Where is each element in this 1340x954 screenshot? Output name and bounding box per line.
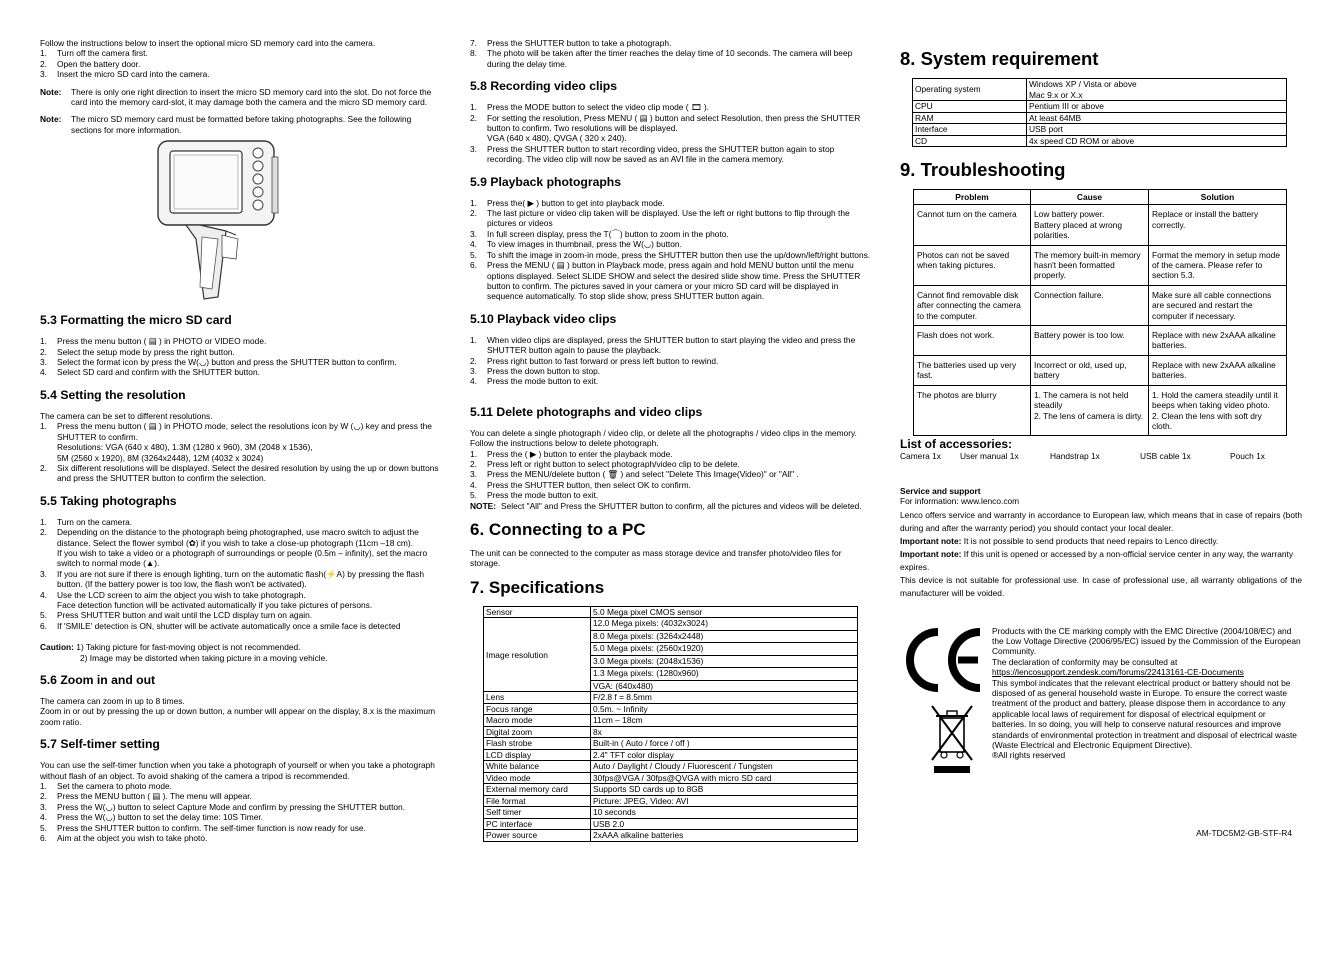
list-item: 3. Press the W(◡) button to select Capture Mode and confirm by pressing the SHUTTER button. xyxy=(40,802,442,812)
list-item: 2. The last picture or video clip taken will be displayed. Use the left or right buttons to flip through the pictures or videos xyxy=(470,208,872,229)
list-item: 5. Press SHUTTER button and wait until the LCD display turn on again. xyxy=(40,610,442,620)
note-1: Note: There is only one right direction to insert the micro SD memory card into the slot. Do not force the card into the memory card-slot, it may damage both the camera and the micro SD memory card. xyxy=(40,86,432,108)
list-item-text: Press the MENU/delete button ( 🗑 ) and select "Delete This Image(Video)" or "All" . xyxy=(487,469,799,480)
service-paragraph-1: Lenco offers service and warranty in accordance to European law, which means that in case of repairs (both during and after the warranty period) you should contact your local dealer. xyxy=(900,509,1302,533)
spec-label: Macro mode xyxy=(484,715,591,727)
section-5-5-steps xyxy=(40,517,442,631)
table-cell: 1. The camera is not held steadily 2. The lens of camera is dirty. xyxy=(1031,385,1149,436)
list-item-text: Press the mode button to exit. xyxy=(487,490,599,501)
list-item-text: The photo will be taken after the timer reaches the delay time of 10 seconds. The camera will beep during the delay time. xyxy=(487,48,853,69)
sys-label: CD xyxy=(913,135,1027,147)
list-item-text: Press the MENU button ( ▤ ). The menu will appear. xyxy=(57,791,252,802)
spec-value: VGA: (640x480) xyxy=(591,680,858,692)
section-5-7-intro: You can use the self-timer function when you take a photograph of yourself or when you take a photograph without flash of an object. To avoid shaking of the camera a tripod is recommended. xyxy=(40,760,435,781)
table-row xyxy=(484,795,858,807)
list-item-text: The last picture or video clip taken will be displayed. Use the left or right buttons to flip through the pictures or videos xyxy=(487,208,850,229)
camera-illustration xyxy=(156,139,316,303)
table-cell: Battery power is too low. xyxy=(1031,326,1149,356)
section-5-9-steps xyxy=(470,198,872,302)
list-item-text: Use the LCD screen to aim the object you wish to take photograph. Face detection function will be activated automatically if you take pictures of persons. xyxy=(57,589,373,610)
service-paragraph-2: This device is not suitable for professional use. In case of professional use, all warranty obligations of the manufacturer will be voided. xyxy=(900,574,1302,598)
sys-label: CPU xyxy=(913,101,1027,113)
list-item-text: Insert the micro SD card into the camera. xyxy=(57,69,210,80)
table-cell: The batteries used up very fast. xyxy=(914,355,1031,385)
table-row xyxy=(914,326,1287,356)
section-5-11-title: 5.11 Delete photographs and video clips xyxy=(470,404,703,419)
table-cell: Incorrect or old, used up, battery xyxy=(1031,355,1149,385)
ce-text-1: Products with the CE marking comply with the EMC Directive (2004/108/EC) and the Low Voltage Directive (2006/95/EC) issued by the Commission of the European Community. xyxy=(992,625,1301,657)
list-item: 1. Turn off the camera first. xyxy=(40,48,442,58)
section-5-7-steps-continued xyxy=(470,38,872,69)
troubleshooting-table xyxy=(913,189,1287,436)
list-item: 3. Select the format icon by press the W(◡) button and press the SHUTTER button to confirm. xyxy=(40,357,442,367)
section-5-11-steps xyxy=(470,449,872,501)
spec-value: 0.5m. ~ Infinity xyxy=(591,703,858,715)
list-item: 3. If you are not sure if there is enough lighting, turn on the automatic flash(⚡A) by pressing the flash button. (If the battery power is too low, the flash won't be activated). xyxy=(40,569,442,590)
table-row xyxy=(484,738,858,750)
intro-text: Follow the instructions below to insert the optional micro SD memory card into the camera. xyxy=(40,38,376,48)
spec-value: 5.0 Mega pixels: (2560x1920) xyxy=(591,643,858,656)
list-item: 1. Press the menu button ( ▤ ) in PHOTO mode, select the resolutions icon by W (◡) key and press the SHUTTER to confirm. Resolutions: VGA (640 x 480), 1.3M (1280 x 960), 3M (2048 x 1536), 5M (2560 x 1920), 8M (3264x2448), 12M (4032 x 3024) xyxy=(40,421,442,463)
section-5-10-title: 5.10 Playback video clips xyxy=(470,311,617,326)
section-5-10-steps xyxy=(470,335,872,387)
spec-label: Flash strobe xyxy=(484,738,591,750)
table-cell: Make sure all cable connections are secured and restart the computer if necessary. xyxy=(1149,285,1287,325)
camera-image xyxy=(156,139,316,303)
accessory-item: User manual 1x xyxy=(960,451,1019,462)
spec-value: 8x xyxy=(591,726,858,738)
table-row xyxy=(484,703,858,715)
column-1 xyxy=(40,38,442,843)
spec-label: File format xyxy=(484,795,591,807)
list-item-text: Press the menu button ( ▤ ) in PHOTO mode, select the resolutions icon by W (◡) key and press the SHUTTER to confirm. Resolutions: VGA (640 x 480), 1.3M (1280 x 960), 3M (2048 x 1536), 5M (2560 x 1920), 8M (3264x2448), 12M (4032 x 3024) xyxy=(57,421,432,463)
spec-value: 2xAAA alkaline batteries xyxy=(591,830,858,842)
list-item-text: Press the SHUTTER button to confirm. The self-timer function is now ready for use. xyxy=(57,822,366,833)
important-note-1: Important note: It is not possible to send products that need repairs to Lenco directly. xyxy=(900,535,1219,546)
section-5-11-intro-2: Follow the instructions below to delete photograph. xyxy=(470,438,659,449)
ce-block xyxy=(900,626,1302,788)
section-5-4-title: 5.4 Setting the resolution xyxy=(40,387,186,402)
list-item: 1. Press the menu button ( ▤ ) in PHOTO or VIDEO mode. xyxy=(40,336,442,346)
spec-label: LCD display xyxy=(484,749,591,761)
spec-value: 8.0 Mega pixels: (3264x2448) xyxy=(591,630,858,643)
spec-value: 30fps@VGA / 30fps@QVGA with micro SD card xyxy=(591,772,858,784)
list-item: 7. Press the SHUTTER button to take a photograph. xyxy=(470,38,872,48)
list-item: 3. Press the MENU/delete button ( 🗑 ) and select "Delete This Image(Video)" or "All" . xyxy=(470,469,872,479)
section-5-11-intro: You can delete a single photograph / video clip, or delete all the photographs / video clips in the memory. xyxy=(470,427,857,438)
ce-text-2: The declaration of conformity may be consulted at xyxy=(992,656,1178,667)
list-item: 6. Press the MENU ( ▤ ) button in Playback mode, press again and hold MENU button until the menu options displayed. Select SLIDE SHOW and select the desired slide show time. Press the SHUTTER button to confirm. The pictures saved in your camera or your micro SD card will be displayed in sequence automatically. To stop slide show, press SHUTTER button again. xyxy=(470,260,872,302)
list-item-text: Press the MODE button to select the video clip mode ( 🎞 ). xyxy=(487,102,709,113)
spec-label: External memory card xyxy=(484,784,591,796)
list-item: 4. Use the LCD screen to aim the object you wish to take photograph. Face detection function will be activated automatically if you take pictures of persons. xyxy=(40,590,442,611)
list-item: 2. Select the setup mode by press the right button. xyxy=(40,347,442,357)
service-info: For information: www.lenco.com xyxy=(900,496,1020,507)
spec-value: 12.0 Mega pixels: (4032x3024) xyxy=(591,618,858,631)
section-5-6-title: 5.6 Zoom in and out xyxy=(40,673,156,687)
list-item-text: Press the( ▶ ) button to get into playback mode. xyxy=(487,197,665,208)
note-2: Note: The micro SD memory card must be formatted before taking photographs. See the following sections for more information. xyxy=(40,114,412,135)
specifications-table xyxy=(483,606,858,842)
list-item: 5. Press the SHUTTER button to confirm. The self-timer function is now ready for use. xyxy=(40,823,442,833)
spec-label: Video mode xyxy=(484,772,591,784)
list-item-text: When video clips are displayed, press the SHUTTER button to start playing the video and press the SHUTTER button again to pause the playback. xyxy=(487,334,856,356)
table-row xyxy=(484,830,858,842)
list-item-text: Press the SHUTTER button, then select OK to confirm. xyxy=(487,479,691,490)
table-row xyxy=(914,385,1287,436)
list-item: 4. Press the W(◡) button to set the delay time: 10S Timer. xyxy=(40,812,442,822)
list-item: 1. Turn on the camera. xyxy=(40,517,442,527)
list-item-text: Set the camera to photo mode. xyxy=(57,781,172,792)
section-6-text: The unit can be connected to the computer as mass storage device and transfer photo/video files for storage. xyxy=(470,548,842,569)
table-row xyxy=(913,79,1287,101)
section-5-5-title: 5.5 Taking photographs xyxy=(40,493,177,508)
list-item-text: Press SHUTTER button and wait until the LCD display turn on again. xyxy=(57,610,313,621)
table-row xyxy=(484,618,858,631)
table-cell: Replace or install the battery correctly. xyxy=(1149,205,1287,245)
section-5-4-intro: The camera can be set to different resolutions. xyxy=(40,410,213,421)
list-item-text: Press right button to fast forward or press left button to rewind. xyxy=(487,355,719,366)
sys-label: RAM xyxy=(913,112,1027,124)
list-item: 2. Depending on the distance to the photograph being photographed, use macro switch to adjust the distance. Select the flower symbol (✿) if you wish to take a close-up photograph (11cm –18 cm). If you wish to take a video or a photograph of surroundings or people (0.5m – infinity), set the macro switch to normal mode (▲). xyxy=(40,527,442,569)
spec-value: 3.0 Mega pixels: (2048x1536) xyxy=(591,655,858,668)
table-cell: Photos can not be saved when taking pictures. xyxy=(914,245,1031,285)
list-item: 8. The photo will be taken after the timer reaches the delay time of 10 seconds. The camera will beep during the delay time. xyxy=(470,48,872,69)
table-row xyxy=(484,761,858,773)
spec-label: Image resolution xyxy=(484,618,591,692)
list-item: 6. If 'SMILE' detection is ON, shutter will be activate automatically once a smile face is detected xyxy=(40,621,442,631)
list-item-text: Depending on the distance to the photograph being photographed, use macro switch to adjust the distance. Select the flower symbol (✿) if you wish to take a close-up photograph (11cm –18 cm). If you wish to take a video or a photograph of surroundings or people (0.5m – infinity), set the macro switch to normal mode (▲). xyxy=(57,527,428,569)
table-row xyxy=(484,749,858,761)
list-item-text: Press left or right button to select photograph/video clip to be delete. xyxy=(487,458,740,469)
section-5-7-title: 5.7 Self-timer setting xyxy=(40,737,160,752)
list-item: 4. Press the mode button to exit. xyxy=(470,376,872,386)
spec-label: Sensor xyxy=(484,606,591,618)
list-item-text: Aim at the object you wish to take photo. xyxy=(57,833,208,844)
list-item-text: To view images in thumbnail, press the W(◡) button. xyxy=(487,239,682,250)
table-row xyxy=(484,715,858,727)
spec-value: Supports SD cards up to 8GB xyxy=(591,784,858,796)
spec-value: 2.4" TFT color display xyxy=(591,749,858,761)
section-5-4-steps xyxy=(40,421,442,483)
system-requirement-table xyxy=(912,78,1287,147)
table-cell: Format the memory in setup mode of the camera. Please refer to section 5.3. xyxy=(1149,245,1287,285)
table-row xyxy=(913,124,1287,136)
spec-label: Lens xyxy=(484,692,591,704)
all-rights-reserved: ®All rights reserved xyxy=(992,750,1066,761)
section-5-8-title: 5.8 Recording video clips xyxy=(470,79,617,94)
table-cell: Replace with new 2xAAA alkaline batteries. xyxy=(1149,355,1287,385)
table-cell: Flash does not work. xyxy=(914,326,1031,356)
list-item-text: Six different resolutions will be displayed. Select the desired resolution by using the up or down buttons and press the SHUTTER button to confirm the selection. xyxy=(57,462,439,484)
list-item: 3. Press the down button to stop. xyxy=(470,366,872,376)
list-item-text: Press the down button to stop. xyxy=(487,365,601,376)
table-row xyxy=(484,692,858,704)
column-header: Cause xyxy=(1031,190,1149,205)
table-cell: Cannot turn on the camera xyxy=(914,205,1031,245)
spec-value: Built-in ( Auto / force / off ) xyxy=(591,738,858,750)
list-item: 1. Press the( ▶ ) button to get into playback mode. xyxy=(470,198,872,208)
list-item-text: Open the battery door. xyxy=(57,58,141,69)
spec-value: Auto / Daylight / Cloudy / Fluorescent / Tungsten xyxy=(591,761,858,773)
spec-label: Digital zoom xyxy=(484,726,591,738)
list-item-text: Select the setup mode by press the right button. xyxy=(57,346,235,357)
section-5-11-note: NOTE: Select "All" and Press the SHUTTER button to confirm, all the pictures and videos will be deleted. xyxy=(470,500,862,511)
spec-label: Self timer xyxy=(484,807,591,819)
document-code: AM-TDC5M2-GB-STF-R4 xyxy=(1196,827,1292,838)
weee-text: This symbol indicates that the relevant electrical product or battery should not be disposed of as general household waste in Europe. To ensure the correct waste treatment of the product and battery, please dispose them in accordance to any applicable local laws of requirement for disposal of electrical equipment or batteries. In so doing, you will help to conserve natural resources and improve standards of environmental protection in treatment and disposal of electrical waste (Waste Electrical and Electronic Equipment Directive). xyxy=(992,677,1297,750)
table-cell: Cannot find removable disk after connecting the camera to the computer. xyxy=(914,285,1031,325)
list-item-text: Press the SHUTTER button to take a photograph. xyxy=(487,38,672,48)
table-row xyxy=(914,205,1287,245)
list-item: 1. Press the ( ▶ ) button to enter the playback mode. xyxy=(470,449,872,459)
list-item-text: Turn off the camera first. xyxy=(57,48,148,59)
list-item-text: Press the menu button ( ▤ ) in PHOTO or VIDEO mode. xyxy=(57,336,267,347)
list-item: 4. To view images in thumbnail, press the W(◡) button. xyxy=(470,239,872,249)
important-note-2: Important note: If this unit is opened or accessed by a non-official service center in any way, the warranty expires. xyxy=(900,548,1294,572)
spec-label: Power source xyxy=(484,830,591,842)
table-row xyxy=(484,818,858,830)
spec-value: USB 2.0 xyxy=(591,818,858,830)
sys-label: Interface xyxy=(913,124,1027,136)
section-5-6-p1: The camera can zoom in up to 8 times. xyxy=(40,696,185,706)
list-item: 5. Press the mode button to exit. xyxy=(470,490,872,500)
list-item: 1. When video clips are displayed, press the SHUTTER button to start playing the video and press the SHUTTER button again to pause the playback. xyxy=(470,335,872,356)
section-7-title: 7. Specifications xyxy=(470,577,605,597)
list-item: 4. Select SD card and confirm with the SHUTTER button. xyxy=(40,367,442,377)
table-cell: Connection failure. xyxy=(1031,285,1149,325)
list-item-text: If 'SMILE' detection is ON, shutter will be activate automatically once a smile face is detected xyxy=(57,620,401,631)
list-item-text: In full screen display, press the T(⌒) button to zoom in the photo. xyxy=(487,228,729,239)
section-5-7-steps xyxy=(40,781,442,843)
column-2 xyxy=(470,38,872,842)
sys-value: 4x speed CD ROM or above xyxy=(1027,135,1287,147)
column-header: Solution xyxy=(1149,190,1287,205)
sys-label: Operating system xyxy=(913,79,1027,101)
table-cell: 1. Hold the camera steadily until it beeps when taking video photo. 2. Clean the lens with soft dry cloth. xyxy=(1149,385,1287,436)
column-header: Problem xyxy=(914,190,1031,205)
table-row xyxy=(484,807,858,819)
table-cell: The memory built-in memory hasn't been formatted properly. xyxy=(1031,245,1149,285)
table-row xyxy=(913,135,1287,147)
list-item: 2. Open the battery door. xyxy=(40,59,442,69)
spec-value: Picture: JPEG, Video: AVI xyxy=(591,795,858,807)
list-item-text: If you are not sure if there is enough lighting, turn on the automatic flash(⚡A) by pressing the flash button. (If the battery power is too low, the flash won't be activated). xyxy=(57,568,425,590)
list-item-text: Press the MENU ( ▤ ) button in Playback mode, press again and hold MENU button until the menu options displayed. Select SLIDE SHOW and select the desired slide show time. Press the SHUTTER button to confirm. The pictures saved in your camera or your micro SD card will be displayed in sequence automatically. To stop slide show, press SHUTTER button again. xyxy=(487,260,861,302)
table-row xyxy=(914,285,1287,325)
section-8-title: 8. System requirement xyxy=(900,48,1099,69)
accessory-item: USB cable 1x xyxy=(1140,451,1191,462)
sys-value: Pentium III or above xyxy=(1027,101,1287,113)
list-item-text: Press the mode button to exit. xyxy=(487,376,599,387)
column-3 xyxy=(900,38,1302,838)
ce-text xyxy=(992,626,1302,788)
list-item: 2. For setting the resolution, Press MENU ( ▤ ) button and select Resolution, then press the SHUTTER button to confirm. Two resolutions will be displayed. VGA (640 x 480), QVGA ( 320 x 240). xyxy=(470,113,872,144)
section-5-6-p2: Zoom in or out by pressing the up or down button, a number will appear on the display, 8.x is the maximum zoom ratio. xyxy=(40,706,436,727)
list-item-text: Press the ( ▶ ) button to enter the playback mode. xyxy=(487,448,673,459)
accessory-item: Pouch 1x xyxy=(1230,451,1265,462)
table-row xyxy=(913,112,1287,124)
list-item: 1. Press the MODE button to select the video clip mode ( 🎞 ). xyxy=(470,102,872,112)
sys-value: At least 64MB xyxy=(1027,112,1287,124)
spec-label: PC interface xyxy=(484,818,591,830)
table-cell: Low battery power. Battery placed at wrong polarities. xyxy=(1031,205,1149,245)
weee-bin-icon xyxy=(932,706,972,773)
ce-mark-icon xyxy=(900,626,992,786)
table-row xyxy=(914,245,1287,285)
list-item-text: Select the format icon by press the W(◡) button and press the SHUTTER button to confirm. xyxy=(57,357,397,368)
section-5-9-title: 5.9 Playback photographs xyxy=(470,174,622,189)
spec-value: 10 seconds xyxy=(591,807,858,819)
list-item-text: Press the SHUTTER button to start recording video, press the SHUTTER button again to stop recording. The video clip will now be saved as an AVI file in the camera memory. xyxy=(487,143,835,165)
table-row xyxy=(484,784,858,796)
symbols xyxy=(900,626,992,788)
list-item: 2. Press left or right button to select photograph/video clip to be delete. xyxy=(470,459,872,469)
spec-label: Focus range xyxy=(484,703,591,715)
section-5-8-steps xyxy=(470,102,872,164)
spec-label: White balance xyxy=(484,761,591,773)
section-5-3-steps xyxy=(40,336,442,378)
table-row xyxy=(913,101,1287,113)
list-item: 2. Press right button to fast forward or press left button to rewind. xyxy=(470,356,872,366)
intro-steps xyxy=(40,48,442,79)
accessory-item: Handstrap 1x xyxy=(1050,451,1100,462)
accessories-title: List of accessories: xyxy=(900,437,1013,452)
list-item: 5. To shift the image in zoom-in mode, press the SHUTTER button then use the up/down/left/right buttons. xyxy=(470,249,871,260)
table-row xyxy=(484,606,858,618)
table-cell: Replace with new 2xAAA alkaline batteries. xyxy=(1149,326,1287,356)
spec-value: 11cm – 18cm xyxy=(591,715,858,727)
list-item: 2. Six different resolutions will be displayed. Select the desired resolution by using the up or down buttons and press the SHUTTER button to confirm the selection. xyxy=(40,463,442,484)
list-item: 3. Insert the micro SD card into the camera. xyxy=(40,69,442,79)
list-item: 6. Aim at the object you wish to take photo. xyxy=(40,833,442,843)
list-item: 4. Press the SHUTTER button, then select OK to confirm. xyxy=(470,480,872,490)
section-6-title: 6. Connecting to a PC xyxy=(470,520,646,539)
list-item: 3. Press the SHUTTER button to start recording video, press the SHUTTER button again to stop recording. The video clip will now be saved as an AVI file in the camera memory. xyxy=(470,144,872,165)
sys-value: Windows XP / Vista or above Mac 9.x or X.x xyxy=(1027,79,1287,101)
spec-value: 1.3 Mega pixels: (1280x960) xyxy=(591,668,858,681)
spec-value: 5.0 Mega pixel CMOS sensor xyxy=(591,606,858,618)
list-item: 3. In full screen display, press the T(⌒) button to zoom in the photo. xyxy=(470,229,872,239)
list-item-text: To shift the image in zoom-in mode, press the SHUTTER button then use the up/down/left/right buttons. xyxy=(487,249,871,260)
list-item: 1. Set the camera to photo mode. xyxy=(40,781,442,791)
list-item-text: Press the W(◡) button to set the delay time: 10S Timer. xyxy=(57,812,264,823)
caution-block: Caution: 1) Taking picture for fast-moving object is not recommended. 2) Image may be distorted when taking picture in a moving vehicle. xyxy=(40,642,328,663)
table-row xyxy=(914,355,1287,385)
sys-value: USB port xyxy=(1027,124,1287,136)
section-9-title: 9. Troubleshooting xyxy=(900,159,1066,180)
spec-value: F/2.8 f = 8.5mm xyxy=(591,692,858,704)
list-item-text: Turn on the camera. xyxy=(57,516,133,527)
list-item-text: Select SD card and confirm with the SHUTTER button. xyxy=(57,367,260,378)
table-row xyxy=(484,726,858,738)
list-item: 2. Press the MENU button ( ▤ ). The menu will appear. xyxy=(40,791,442,801)
accessories-list xyxy=(900,451,1302,461)
section-5-3-title: 5.3 Formatting the micro SD card xyxy=(40,313,232,328)
table-cell: The photos are blurry xyxy=(914,385,1031,436)
list-item-text: For setting the resolution, Press MENU ( ▤ ) button and select Resolution, then press the SHUTTER button to confirm. Two resolutions will be displayed. VGA (640 x 480), QVGA ( 320 x 240). xyxy=(487,112,861,144)
accessory-item: Camera 1x xyxy=(900,451,941,462)
ce-documents-link[interactable]: https://lencosupport.zendesk.com/forums/22413161-CE-Documents xyxy=(992,667,1244,678)
list-item-text: Press the W(◡) button to select Capture Mode and confirm by pressing the SHUTTER button. xyxy=(57,801,406,812)
service-title: Service and support xyxy=(900,485,981,496)
table-row xyxy=(484,772,858,784)
